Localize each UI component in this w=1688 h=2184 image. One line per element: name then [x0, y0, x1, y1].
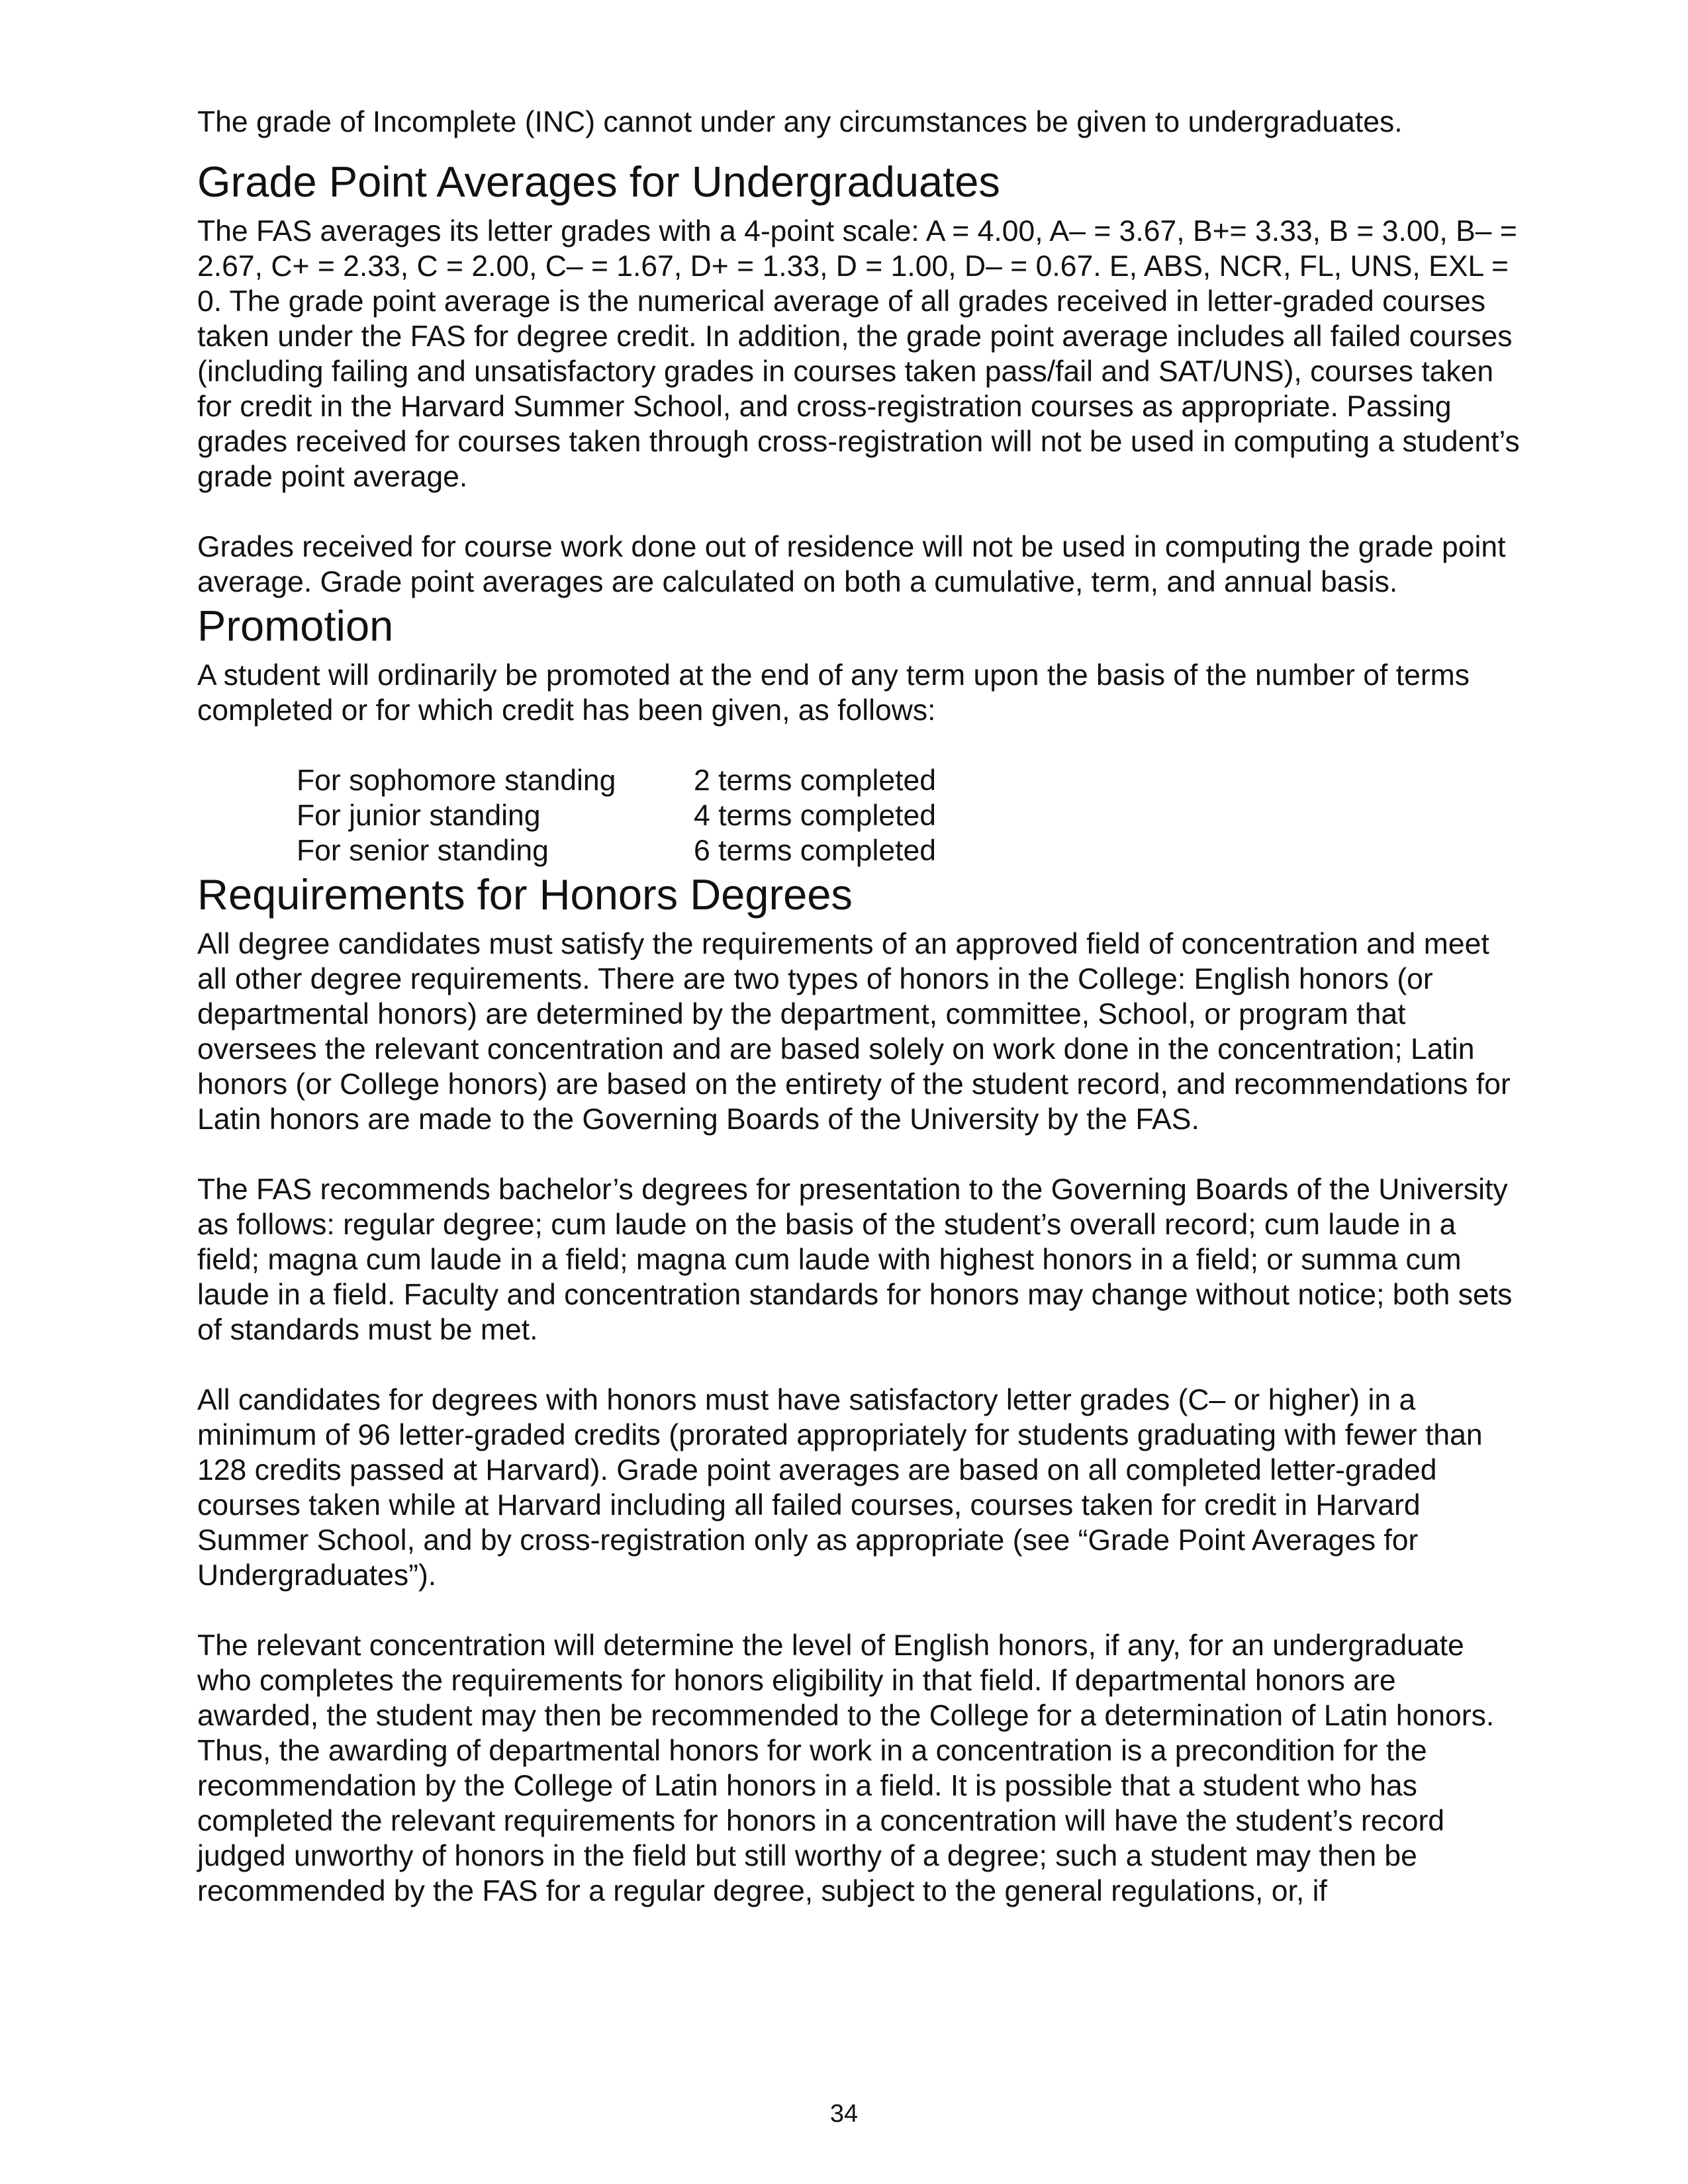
- honors-heading: Requirements for Honors Degrees: [197, 870, 853, 919]
- gpa-paragraph-2: Grades received for course work done out of residence will not be used in computing the grade point average. Grade point averages are calculated on both a cumulative, term, and annual basis.: [197, 531, 1506, 598]
- document-page: [197, 105, 1521, 1909]
- standing-table: [297, 763, 1521, 868]
- honors-paragraph-3: All candidates for degrees with honors must have satisfactory letter grades (C– or higher) in a minimum of 96 letter-graded credits (prorated appropriately for students graduating with fewer than 128 credits passed at Harvard). Grade point averages are based on all completed letter-graded courses taken while at Harvard including all failed courses, courses taken for credit in Harvard Summer School, and by cross-registration only as appropriate (see “Grade Point Averages for Undergraduates”).: [197, 1384, 1483, 1592]
- standing-label: For sophomore standing: [297, 764, 616, 797]
- standing-row-sophomore: [297, 763, 1521, 798]
- promotion-paragraph: A student will ordinarily be promoted at the end of any term upon the basis of the number of terms completed or for which credit has been given, as follows:: [197, 659, 1470, 727]
- page-number: 34: [829, 2100, 859, 2128]
- honors-paragraph-1: All degree candidates must satisfy the requirements of an approved field of concentration and meet all other degree requirements. There are two types of honors in the College: English honors (or departmental honors) are determined by the department, committee, School, or program that oversees the relevant concentration and are based solely on work done in the concentration; Latin honors (or College honors) are based on the entirety of the student record, and recommendations for Latin honors are made to the Governing Boards of the University by the FAS.: [197, 928, 1511, 1136]
- standing-row-senior: [297, 833, 1521, 868]
- standing-label: For junior standing: [297, 799, 541, 832]
- standing-value: 2 terms completed: [694, 764, 937, 797]
- standing-value: 4 terms completed: [694, 799, 937, 832]
- honors-paragraph-2: The FAS recommends bachelor’s degrees for presentation to the Governing Boards of the University as follows: regular degree; cum laude on the basis of the student’s overall record; cum laude in a field; magna cum laude in a field; magna cum laude with highest honors in a field; or summa cum laude in a field. Faculty and concentration standards for honors may change without notice; both sets of standards must be met.: [197, 1173, 1513, 1346]
- gpa-paragraph-1: The FAS averages its letter grades with a 4-point scale: A = 4.00, A– = 3.67, B+= 3.33, B = 3.00, B– = 2.67, C+ = 2.33, C = 2.00, C– = 1.67, D+ = 1.33, D = 1.00, D– = 0.67. E, ABS, NCR, FL, UNS, EXL = 0. The grade point average is the numerical average of all grades received in letter-graded courses taken under the FAS for degree credit. In addition, the grade point average includes all failed courses (including failing and unsatisfactory grades in courses taken pass/fail and SAT/UNS), courses taken for credit in the Harvard Summer School, and cross-registration courses as appropriate. Passing grades received for courses taken through cross-registration will not be used in computing a student’s grade point average.: [197, 215, 1520, 493]
- intro-paragraph: The grade of Incomplete (INC) cannot under any circumstances be given to undergraduates.: [197, 106, 1403, 138]
- standing-value: 6 terms completed: [694, 835, 937, 867]
- standing-row-junior: [297, 798, 1521, 833]
- promotion-heading: Promotion: [197, 602, 394, 650]
- honors-paragraph-4: The relevant concentration will determine the level of English honors, if any, for an undergraduate who completes the requirements for honors eligibility in that field. If departmental honors are awarded, the student may then be recommended to the College for a determination of Latin honors. Thus, the awarding of departmental honors for work in a concentration is a precondition for the recommendation by the College of Latin honors in a field. It is possible that a student who has completed the relevant requirements for honors in a concentration will have the student’s record judged unworthy of honors in the field but still worthy of a degree; such a student may then be recommended by the FAS for a regular degree, subject to the general regulations, or, if: [197, 1629, 1495, 1907]
- gpa-heading: Grade Point Averages for Undergraduates: [197, 158, 1000, 206]
- standing-label: For senior standing: [297, 835, 549, 867]
